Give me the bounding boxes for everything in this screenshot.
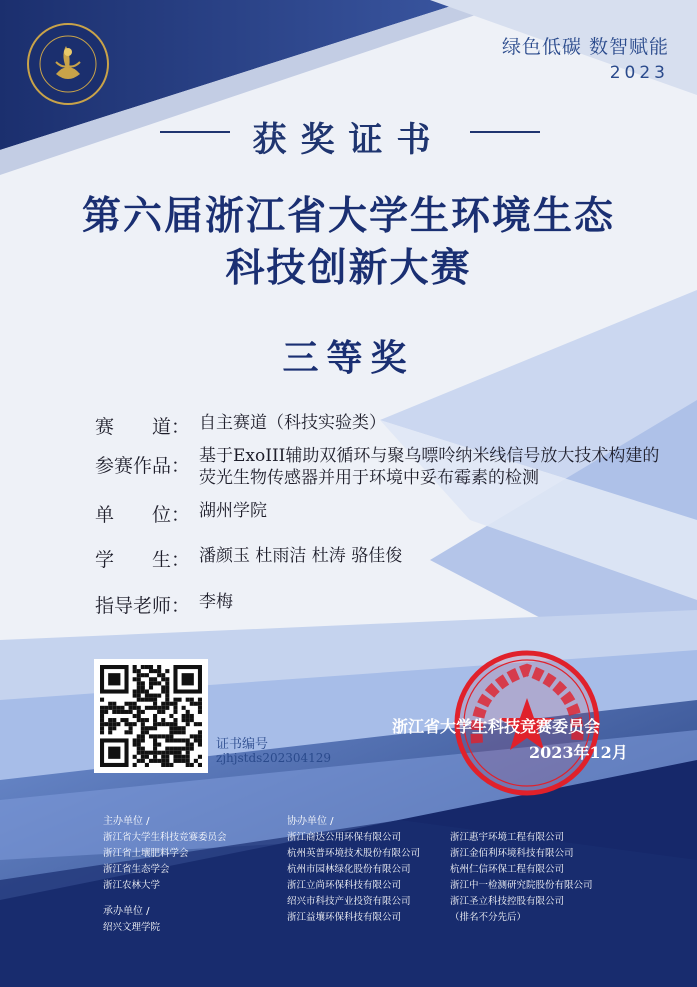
competition-name-line2: 科技创新大赛 (225, 245, 472, 291)
detail-unit (95, 500, 675, 527)
co-organizer-item: 浙江惠宇环境工程有限公司 (450, 832, 565, 843)
co-organizer-item: 杭州仁信环保工程有限公司 (450, 864, 565, 875)
issuer-name: 浙江省大学生科技竞赛委员会 (392, 717, 601, 736)
co-organizer-item: 浙江圣立科技控股有限公司 (450, 896, 565, 907)
detail-value: 李梅 (199, 592, 233, 612)
detail-label: 学 生： (95, 549, 191, 571)
certificate-title: 获奖证书 (252, 120, 445, 160)
co-organizer-item: 浙江商达公用环保有限公司 (287, 832, 402, 843)
detail-value: 基于ExoIII辅助双循环与聚乌嘌呤纳米线信号放大技术构建的荧光生物传感器并用于环境中妥布霉素的检测 (199, 446, 660, 488)
detail-advisor (95, 591, 675, 618)
detail-value: 自主赛道（科技实验类） (199, 413, 386, 433)
co-organizer-heading: 协办单位 / (287, 816, 334, 827)
certificate-number-label: 证书编号 (216, 737, 269, 752)
detail-label: 参赛作品： (95, 455, 191, 477)
host-item: 浙江省土壤肥料学会 (103, 848, 189, 859)
competition-name-line1: 第六届浙江省大学生环境生态 (81, 193, 615, 239)
detail-label: 单 位： (95, 504, 191, 526)
footer-co-organizers-1 (287, 814, 420, 926)
competition-name (0, 190, 697, 294)
competition-emblem-icon (26, 22, 110, 106)
detail-value: 湖州学院 (199, 501, 267, 521)
detail-label: 赛 道： (95, 416, 191, 438)
host-item: 浙江农林大学 (103, 880, 161, 891)
co-organizer-item: 浙江立尚环保科技有限公司 (287, 880, 402, 891)
co-organizer-item: 绍兴市科技产业投资有限公司 (287, 896, 411, 907)
slogan-year: 2023 (609, 63, 669, 83)
organizer-heading: 承办单位 / (103, 906, 150, 917)
footer-hosts (103, 814, 227, 936)
header-slogan (502, 32, 669, 83)
host-item: 浙江省大学生科技竞赛委员会 (103, 832, 227, 843)
footer-co-organizers-2 (450, 830, 593, 926)
issue-date: 2023年12月 (529, 743, 628, 762)
co-organizer-item: 浙江益壤环保科技有限公司 (287, 912, 402, 923)
slogan-text: 绿色低碳 数智赋能 (501, 36, 669, 58)
co-organizer-item: 杭州英普环境技术股份有限公司 (287, 848, 421, 859)
award-level: 三等奖 (282, 337, 415, 379)
certificate-number: zjhjstds202304129 (216, 751, 332, 765)
co-organizer-note: （排名不分先后） (450, 912, 527, 923)
organizer-item: 绍兴文理学院 (103, 922, 161, 933)
co-organizer-item: 浙江金佰利环境科技有限公司 (450, 848, 574, 859)
detail-students (95, 545, 675, 572)
detail-track (95, 412, 675, 439)
host-heading: 主办单位 / (103, 816, 150, 827)
host-item: 浙江省生态学会 (103, 864, 170, 875)
co-organizer-item: 杭州市园林绿化股份有限公司 (287, 864, 411, 875)
detail-value: 潘颜玉 杜雨洁 杜涛 骆佳俊 (199, 546, 403, 566)
detail-label: 指导老师： (95, 595, 191, 617)
qr-code-icon[interactable] (94, 659, 208, 773)
co-organizer-item: 浙江中一检测研究院股份有限公司 (450, 880, 593, 891)
detail-work (95, 445, 675, 489)
